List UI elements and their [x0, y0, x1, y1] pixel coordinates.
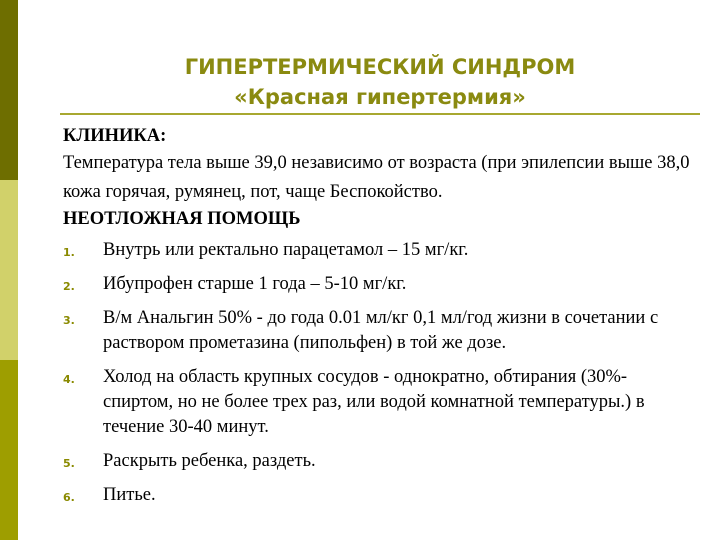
list-item: [63, 483, 693, 508]
steps-list: [63, 238, 693, 508]
list-item-text: В/м Анальгин 50% - до года 0.01 мл/кг 0,1 мл/год жизни в сочетании с раствором прометазина (пипольфен) в той же дозе.: [103, 308, 659, 353]
slide-body: [63, 124, 693, 508]
list-item: [63, 238, 693, 263]
title-line-2: «Красная гипертермия»: [234, 85, 526, 109]
list-item: [63, 306, 693, 356]
title-line-1: ГИПЕРТЕРМИЧЕСКИЙ СИНДРОМ: [184, 55, 576, 79]
list-number: 2.: [63, 280, 75, 293]
list-item: [63, 449, 693, 474]
list-number: 6.: [63, 491, 75, 504]
list-item: [63, 365, 693, 440]
decor-bar-bottom: [0, 360, 18, 540]
list-item-text: Ибупрофен старше 1 года – 5-10 мг/кг.: [103, 274, 407, 294]
list-item-text: Раскрыть ребенка, раздеть.: [103, 451, 316, 471]
list-item: [63, 272, 693, 297]
list-number: 4.: [63, 373, 75, 386]
list-item-text: Холод на область крупных сосудов - однократно, обтирания (30%-спиртом, но не более трех раз, или водой комнатной температуры.) в течение 30-40 минут.: [103, 367, 645, 437]
clinic-heading: КЛИНИКА:: [63, 126, 167, 146]
decor-bar-top: [0, 0, 18, 180]
slide-title: [60, 52, 700, 112]
care-heading: НЕОТЛОЖНАЯ ПОМОЩЬ: [63, 209, 301, 229]
decor-bar-middle: [0, 180, 18, 360]
list-number: 5.: [63, 457, 75, 470]
list-number: 3.: [63, 314, 75, 327]
title-divider: [60, 113, 700, 115]
list-item-text: Внутрь или ректально парацетамол – 15 мг/кг.: [103, 240, 469, 260]
list-number: 1.: [63, 246, 75, 259]
list-item-text: Питье.: [103, 485, 156, 505]
clinic-text: Температура тела выше 39,0 независимо от возраста (при эпилепсии выше 38,0 кожа горячая, румянец, пот, чаще Беспокойство.: [63, 153, 690, 202]
